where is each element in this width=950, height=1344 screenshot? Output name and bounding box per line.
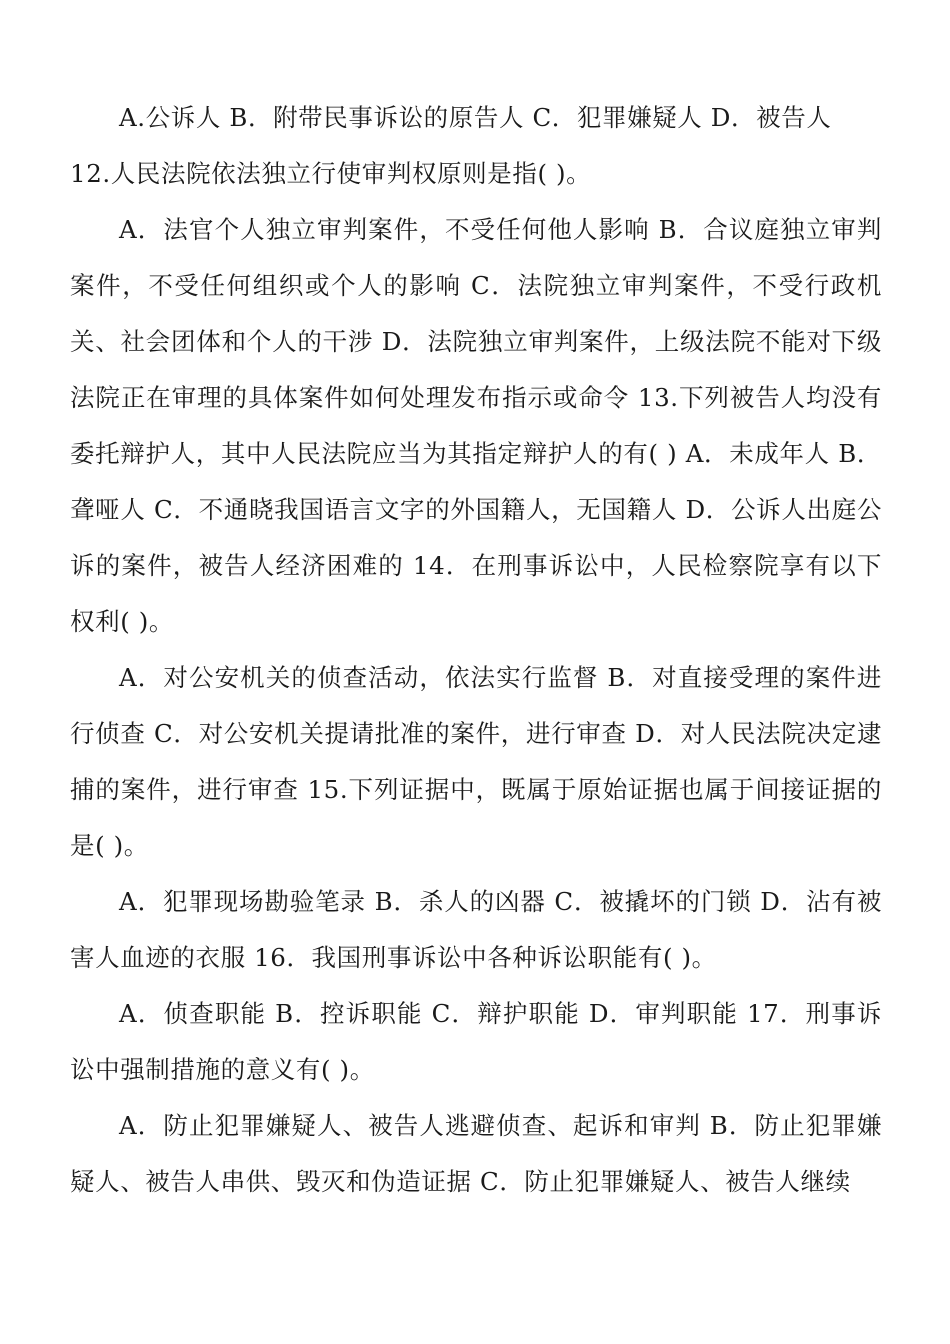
paragraph-options-16-question-17: A．侦查职能 B．控诉职能 C．辩护职能 D．审判职能 17．刑事诉讼中强制措施的意义有( )。	[70, 999, 882, 1084]
paragraph-options-17: A．防止犯罪嫌疑人、被告人逃避侦查、起诉和审判 B．防止犯罪嫌疑人、被告人串供、毁灭和伪造证据 C．防止犯罪嫌疑人、被告人继续	[70, 1111, 882, 1196]
document-body	[70, 90, 882, 1210]
paragraph-options-12-question-13-14: A．法官个人独立审判案件，不受任何他人影响 B．合议庭独立审判案件，不受任何组织或个人的影响 C．法院独立审判案件，不受行政机关、社会团体和个人的干涉 D．法院独立审判案件，上级法院不能对下级法院正在审理的具体案件如何处理发布指示或命令 13.下列被告人均没有委托辩护人，其中人民法院应当为其指定辩护人的有( ) A．未成年人 B．聋哑人 C．不通晓我国语言文字的外国籍人，无国籍人 D．公诉人出庭公诉的案件，被告人经济困难的 14．在刑事诉讼中，人民检察院享有以下权利( )。	[70, 215, 882, 636]
paragraph-options-15-question-16: A．犯罪现场勘验笔录 B．杀人的凶器 C．被撬坏的门锁 D．沾有被害人血迹的衣服 16．我国刑事诉讼中各种诉讼职能有( )。	[70, 887, 882, 972]
paragraph-options-11: A.公诉人 B．附带民事诉讼的原告人 C．犯罪嫌疑人 D．被告人	[119, 103, 832, 132]
paragraph-options-14-question-15: A．对公安机关的侦查活动，依法实行监督 B．对直接受理的案件进行侦查 C．对公安机关提请批准的案件，进行审查 D．对人民法院决定逮捕的案件，进行审查 15.下列证据中，既属于原始证据也属于间接证据的是( )。	[70, 663, 882, 860]
paragraph-question-12: 12.人民法院依法独立行使审判权原则是指( )。	[70, 159, 592, 188]
